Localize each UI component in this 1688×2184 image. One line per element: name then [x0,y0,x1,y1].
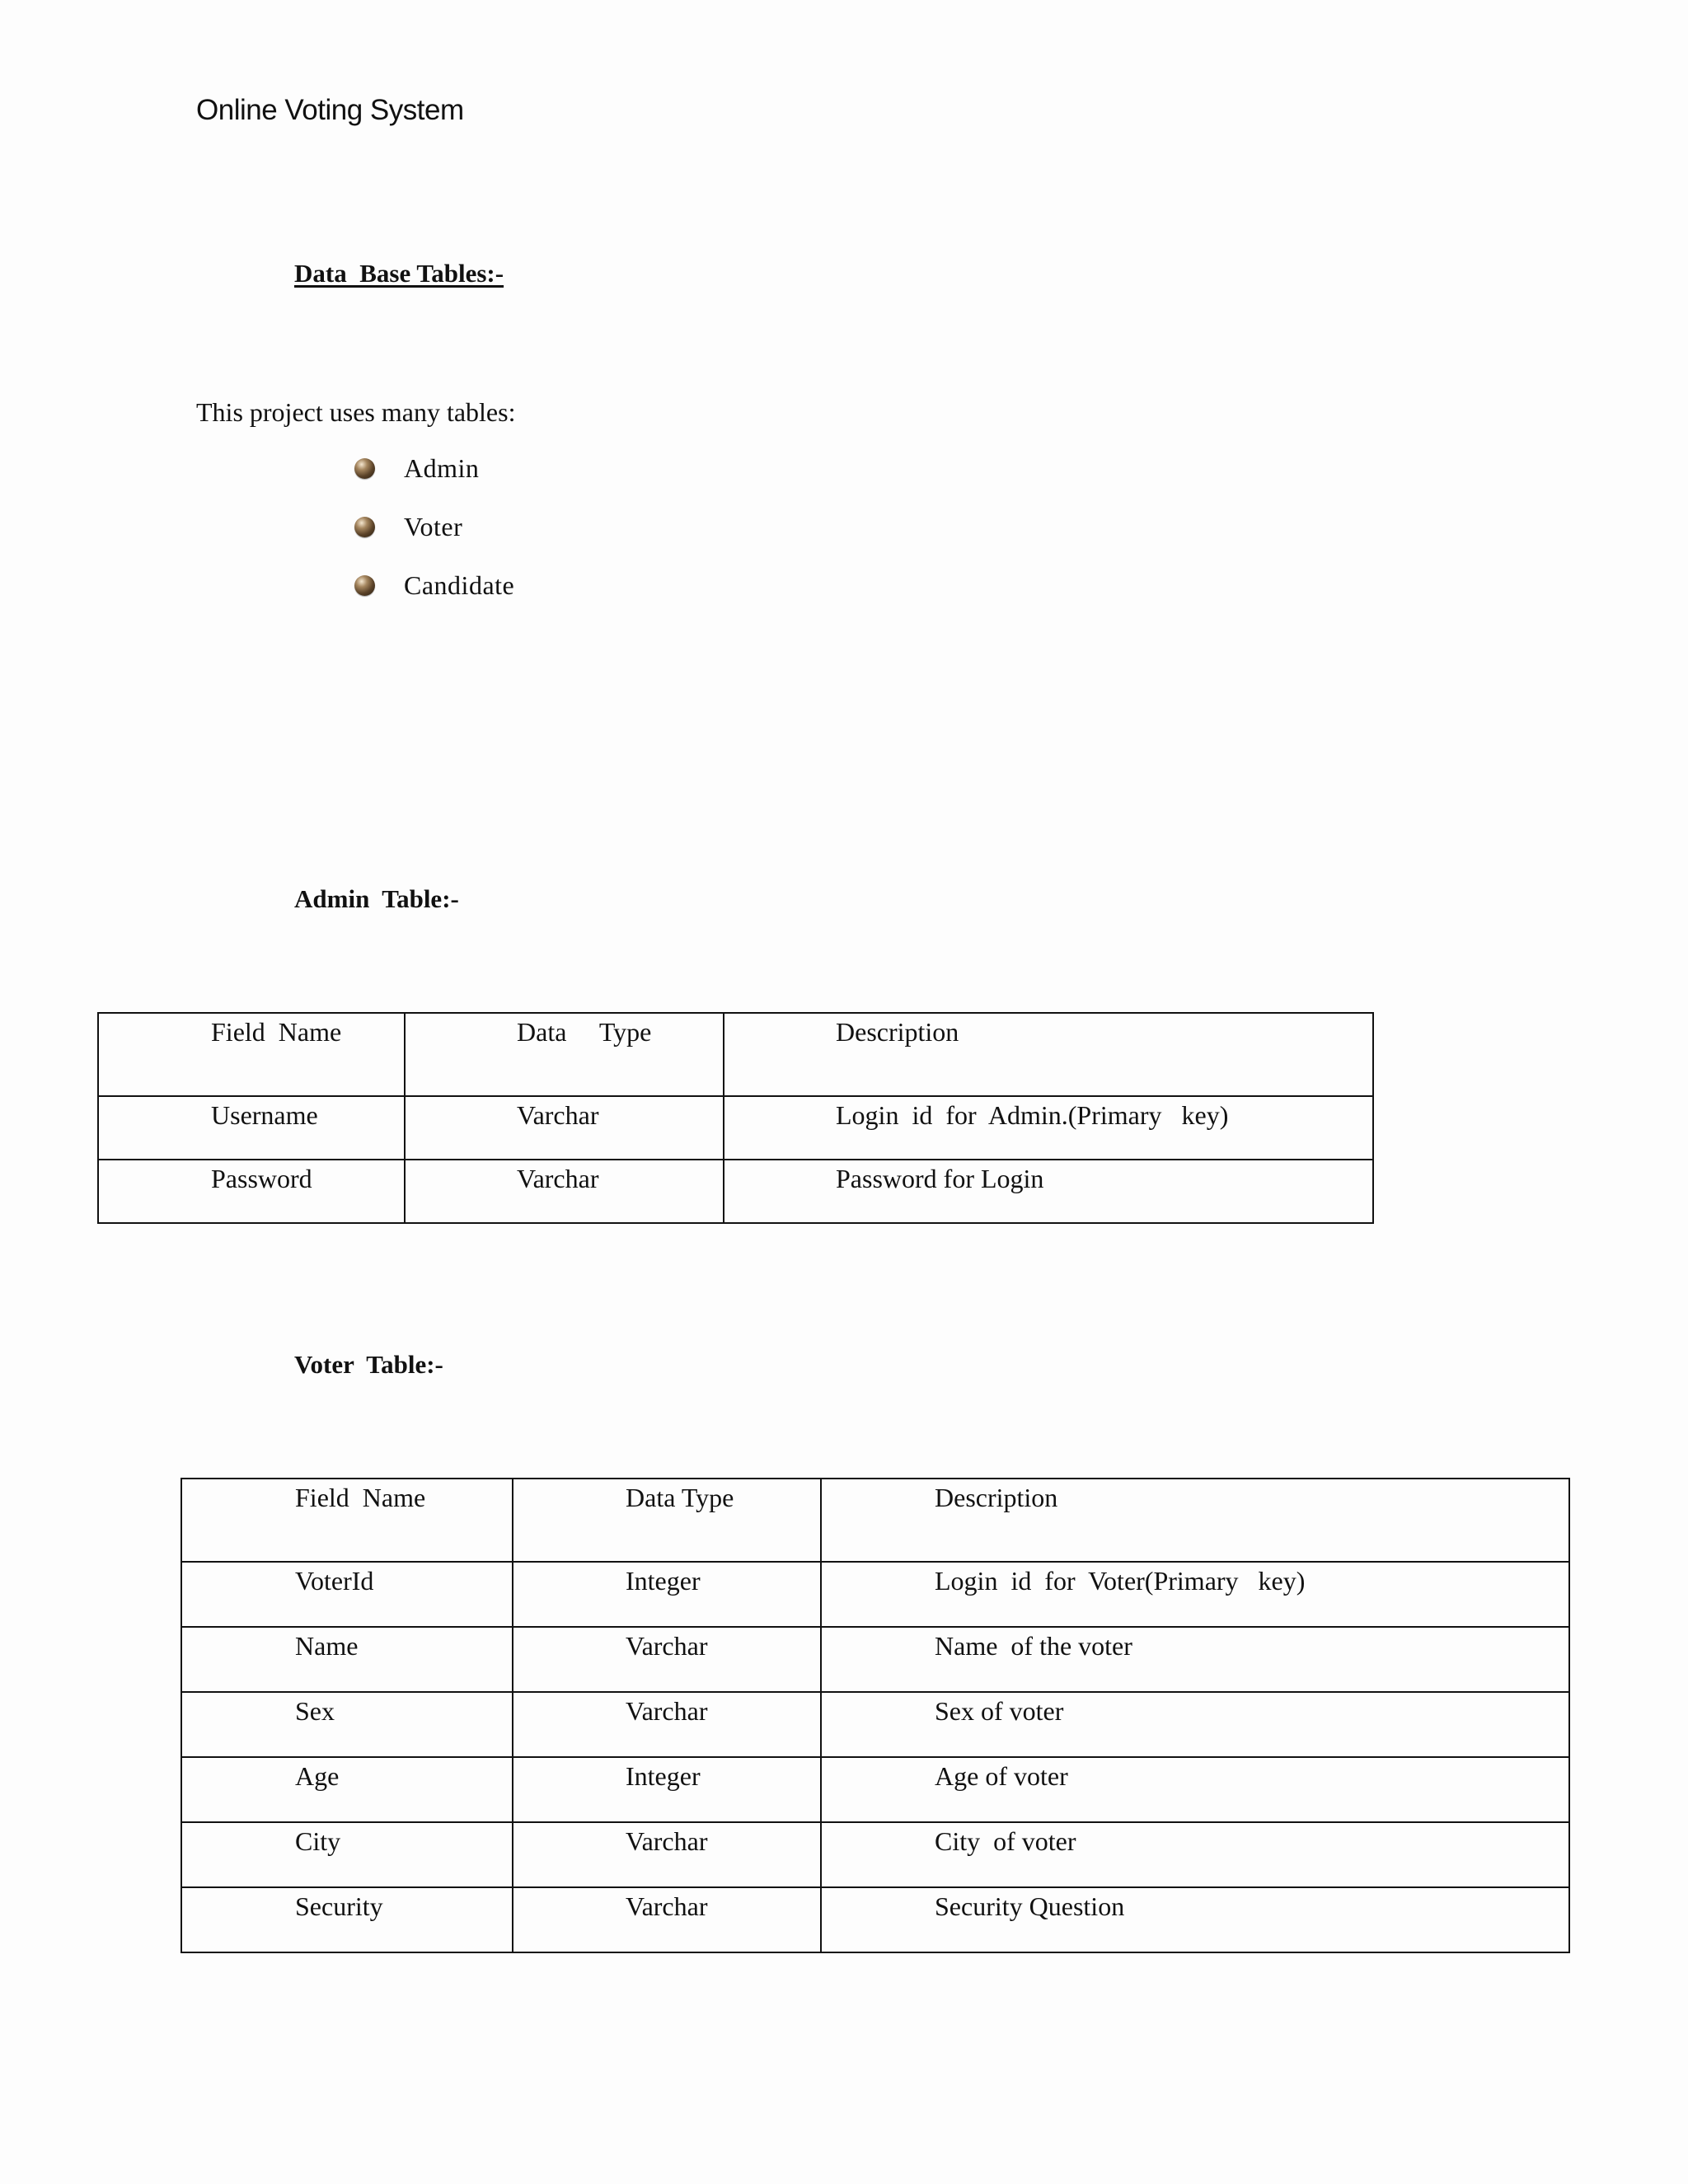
table-cell: Password for Login [724,1160,1373,1223]
column-header: Description [821,1479,1569,1562]
column-header: Field Name [98,1013,405,1096]
bullet-icon [354,517,375,537]
table-cell: Integer [513,1562,821,1627]
list-item [354,570,514,629]
voter-table-heading: Voter Table:- [294,1350,443,1379]
table-cell: Security [181,1887,513,1952]
table-cell: Username [98,1096,405,1160]
table-cell: Age [181,1757,513,1822]
bullet-icon [354,575,375,596]
bullet-icon [354,458,375,479]
table-row [181,1887,1569,1952]
list-item-label: Voter [404,512,463,541]
table-cell: Login id for Admin.(Primary key) [724,1096,1373,1160]
table-header-row [98,1013,1373,1096]
table-cell: City [181,1822,513,1887]
table-cell: Sex of voter [821,1692,1569,1757]
column-header: Data Type [405,1013,724,1096]
admin-table [97,1012,1374,1224]
table-cell: Varchar [513,1822,821,1887]
table-cell: Varchar [405,1096,724,1160]
column-header: Field Name [181,1479,513,1562]
table-row [181,1692,1569,1757]
list-item [354,453,514,512]
list-item-label: Admin [404,453,480,483]
table-cell: Sex [181,1692,513,1757]
table-row [181,1757,1569,1822]
voter-table [181,1478,1570,1953]
table-cell: Varchar [405,1160,724,1223]
admin-table-heading: Admin Table:- [294,884,459,913]
table-row [98,1160,1373,1223]
table-row [181,1822,1569,1887]
table-cell: Varchar [513,1627,821,1692]
table-row [181,1562,1569,1627]
table-cell: Varchar [513,1692,821,1757]
table-cell: City of voter [821,1822,1569,1887]
intro-text: This project uses many tables: [196,397,516,427]
column-header: Data Type [513,1479,821,1562]
table-cell: Integer [513,1757,821,1822]
db-tables-heading: Data Base Tables:- [294,259,504,288]
table-row [98,1096,1373,1160]
table-cell: Age of voter [821,1757,1569,1822]
table-header-row [181,1479,1569,1562]
table-cell: Name [181,1627,513,1692]
table-cell: Varchar [513,1887,821,1952]
table-cell: Password [98,1160,405,1223]
page-header-title: Online Voting System [196,94,464,126]
table-row [181,1627,1569,1692]
table-cell: Login id for Voter(Primary key) [821,1562,1569,1627]
table-list [354,453,514,629]
table-cell: VoterId [181,1562,513,1627]
list-item-label: Candidate [404,570,515,600]
table-cell: Security Question [821,1887,1569,1952]
column-header: Description [724,1013,1373,1096]
list-item [354,512,514,570]
table-cell: Name of the voter [821,1627,1569,1692]
